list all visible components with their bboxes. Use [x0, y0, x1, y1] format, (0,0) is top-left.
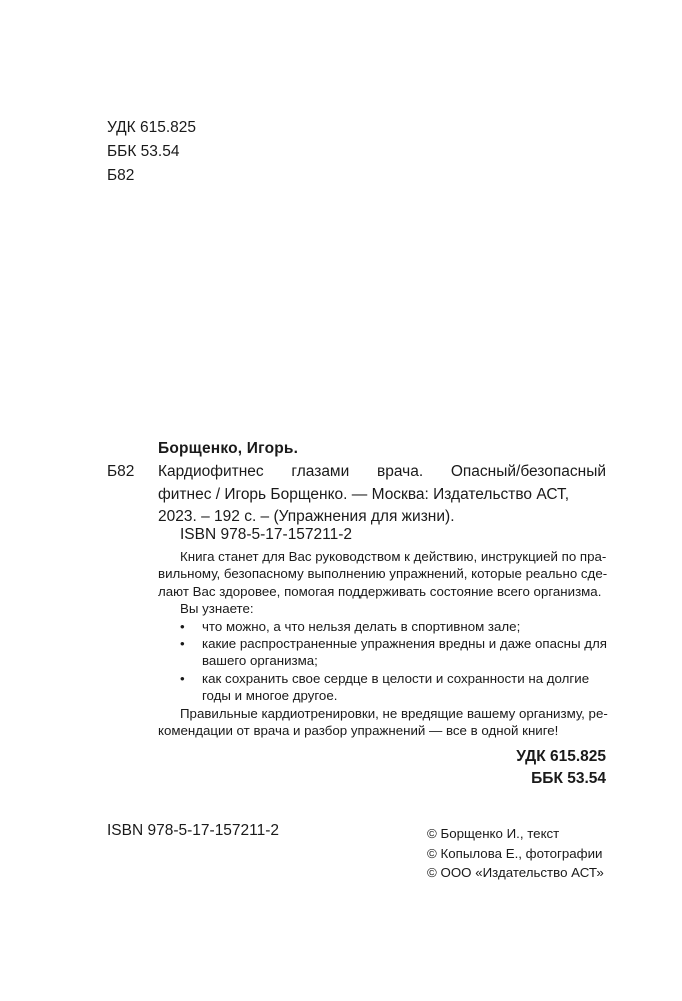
bbk-code: ББК 53.54 [107, 143, 180, 160]
bullet-text: годы и многое другое. [202, 688, 338, 704]
annotation-line: комендации от врача и разбор упражнений — все в одной книге! [158, 723, 559, 739]
author-mark: Б82 [107, 167, 135, 184]
annotation-line: вильному, безопасному выполнению упражнений, которые реально сде- [158, 566, 608, 582]
bbk-code-bold: ББК 53.54 [531, 770, 606, 787]
isbn-main: ISBN 978-5-17-157211-2 [180, 526, 353, 543]
udk-code-bold: УДК 615.825 [516, 748, 606, 765]
bibliographic-description [158, 461, 606, 529]
annotation-line: Книга станет для Вас руководством к действию, инструкцией по пра- [180, 549, 607, 564]
bullet-icon: • [180, 636, 185, 652]
bullet-text: какие распространенные упражнения вредны и даже опасны для [202, 636, 607, 652]
biblio-text: 2023. – 192 с. – (Упражнения для жизни). [158, 508, 455, 525]
biblio-text: фитнес / Игорь Борщенко. — Москва: Издательство АСТ, [158, 485, 570, 503]
bullet-item [158, 635, 606, 652]
biblio-word: врача. [376, 463, 424, 480]
copyright-line: © Копылова Е., фотографии [427, 845, 603, 861]
bullet-item [158, 670, 606, 687]
bullet-continuation [158, 687, 606, 704]
bullet-text: вашего организма; [202, 653, 318, 669]
bullet-text: что можно, а что нельзя делать в спортивном зале; [202, 618, 521, 634]
biblio-word: глазами [291, 463, 350, 480]
copyright-block [427, 824, 604, 883]
annotation-line: лают Вас здоровее, помогая поддерживать состояние всего организма. [158, 583, 602, 599]
copyright-line: © Борщенко И., текст [427, 826, 560, 841]
bullet-icon: • [180, 618, 185, 634]
copyright-line: © ООО «Издательство АСТ» [427, 865, 604, 880]
biblio-line-2 [158, 484, 606, 507]
author-heading: Борщенко, Игорь. [158, 440, 299, 457]
udk-code: УДК 615.825 [107, 119, 197, 136]
top-classification-codes [107, 116, 196, 188]
annotation-line: Правильные кардиотренировки, не вредящие вашему организму, ре- [180, 705, 608, 721]
bullet-text: как сохранить свое сердце в целости и сохранности на долгие [202, 670, 590, 686]
index-code: Б82 [107, 463, 135, 480]
annotation [158, 548, 606, 739]
classification-right [516, 746, 606, 790]
annotation-lead: Вы узнаете: [180, 601, 254, 617]
biblio-line-1 [158, 461, 606, 484]
bullet-item [158, 618, 606, 635]
bullet-icon: • [180, 670, 185, 686]
biblio-word: Опасный/безопасный [450, 463, 606, 480]
isbn-bottom: ISBN 978-5-17-157211-2 [107, 822, 280, 839]
biblio-word: Кардиофитнес [158, 463, 264, 480]
bullet-continuation [158, 652, 606, 669]
